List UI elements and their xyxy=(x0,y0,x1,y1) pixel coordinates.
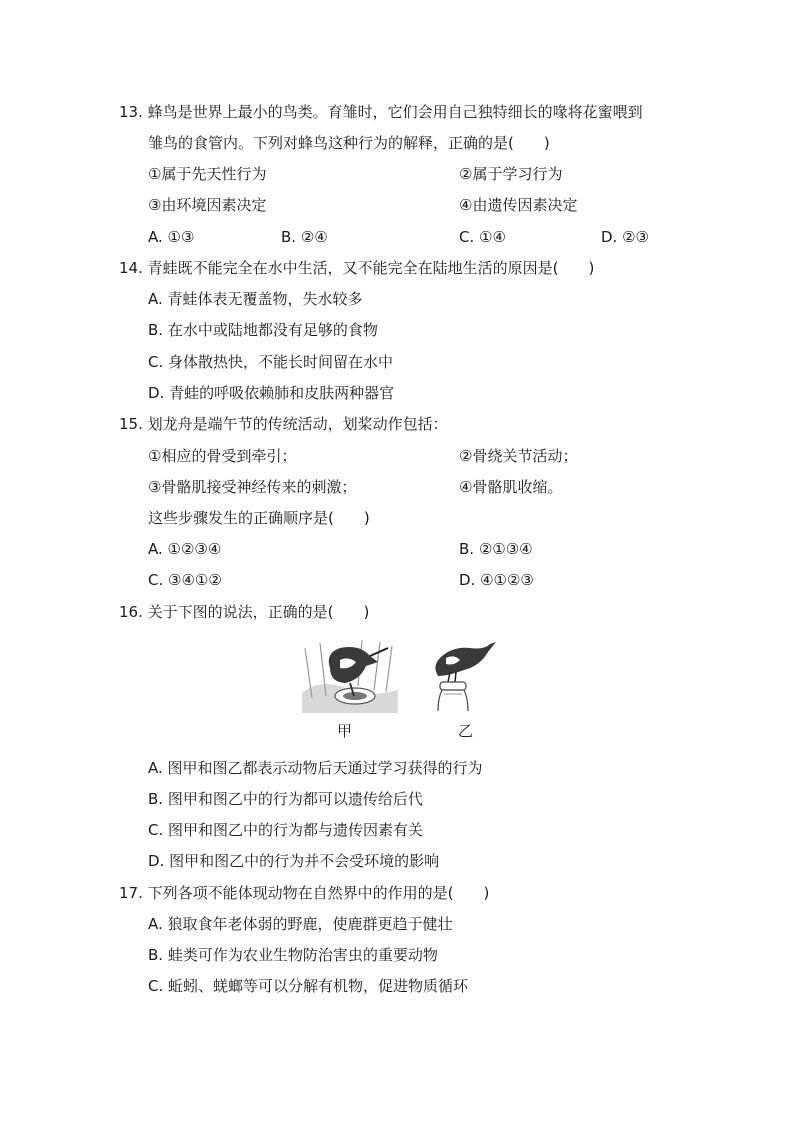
q15-step-3: ③骨骼肌接受神经传来的刺激； xyxy=(148,478,357,496)
q15-option-a: A. ①②③④ xyxy=(148,540,222,558)
q13-statement-2: ②属于学习行为 xyxy=(459,165,563,183)
q14-option-a: A. 青蛙体表无覆盖物，失水较多 xyxy=(148,290,363,308)
q17-option-b: B. 蛙类可作为农业生物防治害虫的重要动物 xyxy=(148,946,438,964)
q13-statement-1: ①属于先天性行为 xyxy=(148,165,267,183)
q15-option-c: C. ③④①② xyxy=(148,571,222,589)
bird-bottle-image-jia xyxy=(300,638,400,713)
q13-option-b: B. ②④ xyxy=(281,228,328,246)
q14-stem: 14. 青蛙既不能完全在水中生活，又不能完全在陆地生活的原因是( ) xyxy=(119,259,595,277)
q13-option-a: A. ①③ xyxy=(148,228,195,246)
q16-option-b: B. 图甲和图乙中的行为都可以遗传给后代 xyxy=(148,790,423,808)
q17-option-a: A. 狼取食年老体弱的野鹿，使鹿群更趋于健壮 xyxy=(148,915,453,933)
q13-stem-line1: 13. 蜂鸟是世界上最小的鸟类。育雏时，它们会用自己独特细长的喙将花蜜喂到 xyxy=(119,103,643,121)
q15-option-b: B. ②①③④ xyxy=(459,540,533,558)
q16-option-a: A. 图甲和图乙都表示动物后天通过学习获得的行为 xyxy=(148,759,483,777)
q17-option-c: C. 蚯蚓、蜣螂等可以分解有机物，促进物质循环 xyxy=(148,977,469,995)
q14-option-b: B. 在水中或陆地都没有足够的食物 xyxy=(148,321,378,339)
q15-question: 这些步骤发生的正确顺序是( ) xyxy=(148,509,370,527)
q14-option-d: D. 青蛙的呼吸依赖肺和皮肤两种器官 xyxy=(148,384,395,402)
q16-option-c: C. 图甲和图乙中的行为都与遗传因素有关 xyxy=(148,821,424,839)
q14-option-c: C. 身体散热快，不能长时间留在水中 xyxy=(148,353,394,371)
q16-option-d: D. 图甲和图乙中的行为并不会受环境的影响 xyxy=(148,852,440,870)
q17-stem: 17. 下列各项不能体现动物在自然界中的作用的是( ) xyxy=(119,884,490,902)
q13-option-d: D. ②③ xyxy=(601,228,649,246)
bird-bottle-image-yi xyxy=(420,636,500,711)
q15-step-1: ①相应的骨受到牵引； xyxy=(148,447,297,465)
q15-step-4: ④骨骼肌收缩。 xyxy=(459,478,563,496)
q13-statement-4: ④由遗传因素决定 xyxy=(459,196,578,214)
figure-caption-yi: 乙 xyxy=(458,722,474,740)
figure-caption-jia: 甲 xyxy=(337,722,353,740)
q13-option-c: C. ①④ xyxy=(459,228,506,246)
q16-stem: 16. 关于下图的说法，正确的是( ) xyxy=(119,603,370,621)
q13-statement-3: ③由环境因素决定 xyxy=(148,196,267,214)
q15-step-2: ②骨绕关节活动； xyxy=(459,447,578,465)
q15-option-d: D. ④①②③ xyxy=(459,571,534,589)
q13-stem-line2: 雏鸟的食管内。下列对蜂鸟这种行为的解释，正确的是( ) xyxy=(148,134,550,152)
q15-stem: 15. 划龙舟是端午节的传统活动，划桨动作包括： xyxy=(119,415,448,433)
q16-figure xyxy=(295,636,505,746)
